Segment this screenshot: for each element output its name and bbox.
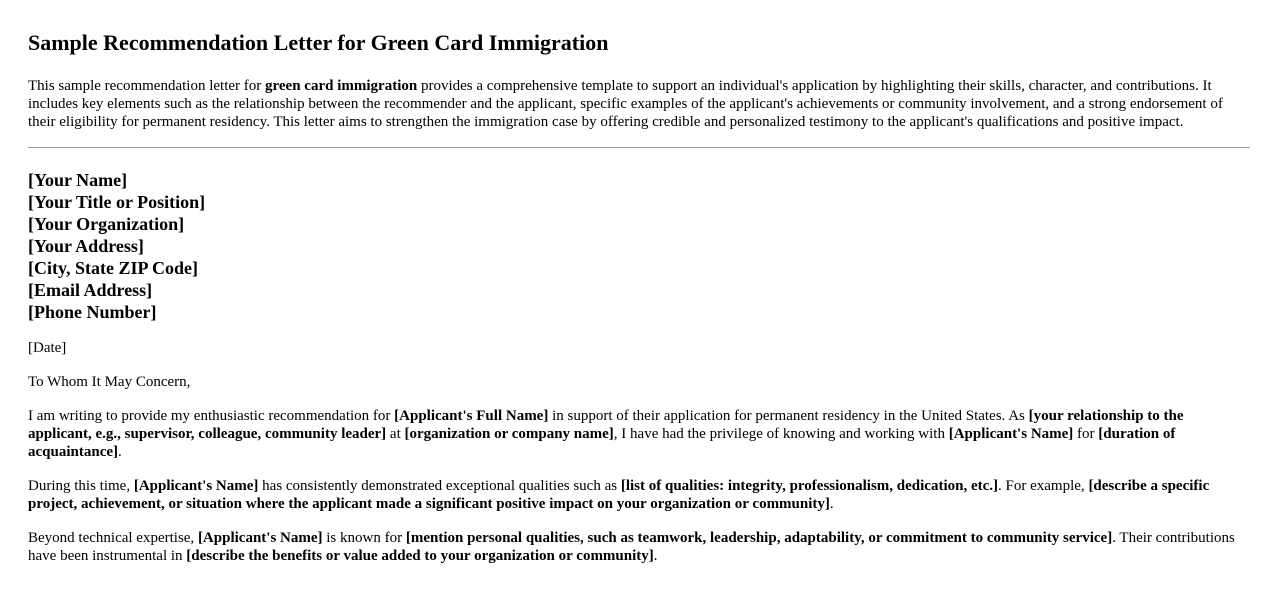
intro-bold-keyword: green card immigration	[265, 78, 418, 94]
text: . For example,	[998, 478, 1089, 494]
text: for	[1073, 426, 1099, 442]
text: is known for	[322, 530, 406, 546]
paragraph-qualities	[28, 477, 1250, 513]
placeholder-duration: [duration of acquaintance]	[28, 426, 1176, 460]
divider	[28, 147, 1250, 148]
sender-name: [Your Name]	[28, 170, 128, 190]
placeholder-example: [describe a specific project, achievement, or situation where the applicant made a significant positive impact on your organization or community]	[28, 478, 1210, 512]
sender-organization: [Your Organization]	[28, 214, 185, 234]
placeholder-applicant-name: [Applicant's Name]	[197, 530, 323, 546]
paragraph-introduction	[28, 407, 1250, 461]
intro-text-start: This sample recommendation letter for	[28, 78, 266, 94]
page-title: Sample Recommendation Letter for Green Card Immigration	[28, 30, 609, 55]
salutation: To Whom It May Concern,	[28, 374, 191, 390]
intro-text-end: provides a comprehensive template to support an individual's application by highlighting their skills, character, and contributions. It includes key elements such as the relationship between the recommender and the applicant, specific examples of the applicant's achievements or community involvement, and a strong endorsement of their eligibility for permanent residency. This letter aims to strengthen the immigration case by offering credible and personalized testimony to the applicant's qualifications and positive impact.	[28, 78, 1223, 130]
sender-email: [Email Address]	[28, 280, 153, 300]
text: I am writing to provide my enthusiastic recommendation for	[28, 408, 395, 424]
sender-title: [Your Title or Position]	[28, 192, 206, 212]
sender-block	[28, 169, 1250, 323]
sender-phone: [Phone Number]	[28, 302, 157, 322]
placeholder-applicant-name: [Applicant's Name]	[948, 426, 1074, 442]
text: Beyond technical expertise,	[28, 530, 198, 546]
intro-paragraph	[28, 77, 1250, 131]
placeholder-benefits: [describe the benefits or value added to your organization or community]	[186, 548, 654, 564]
sender-address: [Your Address]	[28, 236, 144, 256]
letter-date: [Date]	[28, 340, 67, 356]
text: in support of their application for permanent residency in the United States. As	[548, 408, 1029, 424]
placeholder-personal-qualities: [mention personal qualities, such as teamwork, leadership, adaptability, or commitment to community service]	[405, 530, 1113, 546]
placeholder-qualities: [list of qualities: integrity, professionalism, dedication, etc.]	[620, 478, 999, 494]
text: .	[829, 496, 834, 512]
text: .	[118, 444, 122, 460]
placeholder-relationship: [your relationship to the applicant, e.g., supervisor, colleague, community leader]	[28, 408, 1184, 442]
sender-city: [City, State ZIP Code]	[28, 258, 198, 278]
placeholder-organization: [organization or company name]	[404, 426, 614, 442]
text: . Their contributions have been instrumental in	[28, 530, 1235, 564]
text: , I have had the privilege of knowing and working with	[613, 426, 949, 442]
paragraph-personal-qualities	[28, 529, 1250, 565]
placeholder-applicant-name: [Applicant's Name]	[133, 478, 259, 494]
text: .	[653, 548, 658, 564]
text: has consistently demonstrated exceptional qualities such as	[258, 478, 621, 494]
placeholder-applicant-full-name: [Applicant's Full Name]	[394, 408, 549, 424]
text: at	[386, 426, 405, 442]
text: During this time,	[28, 478, 134, 494]
